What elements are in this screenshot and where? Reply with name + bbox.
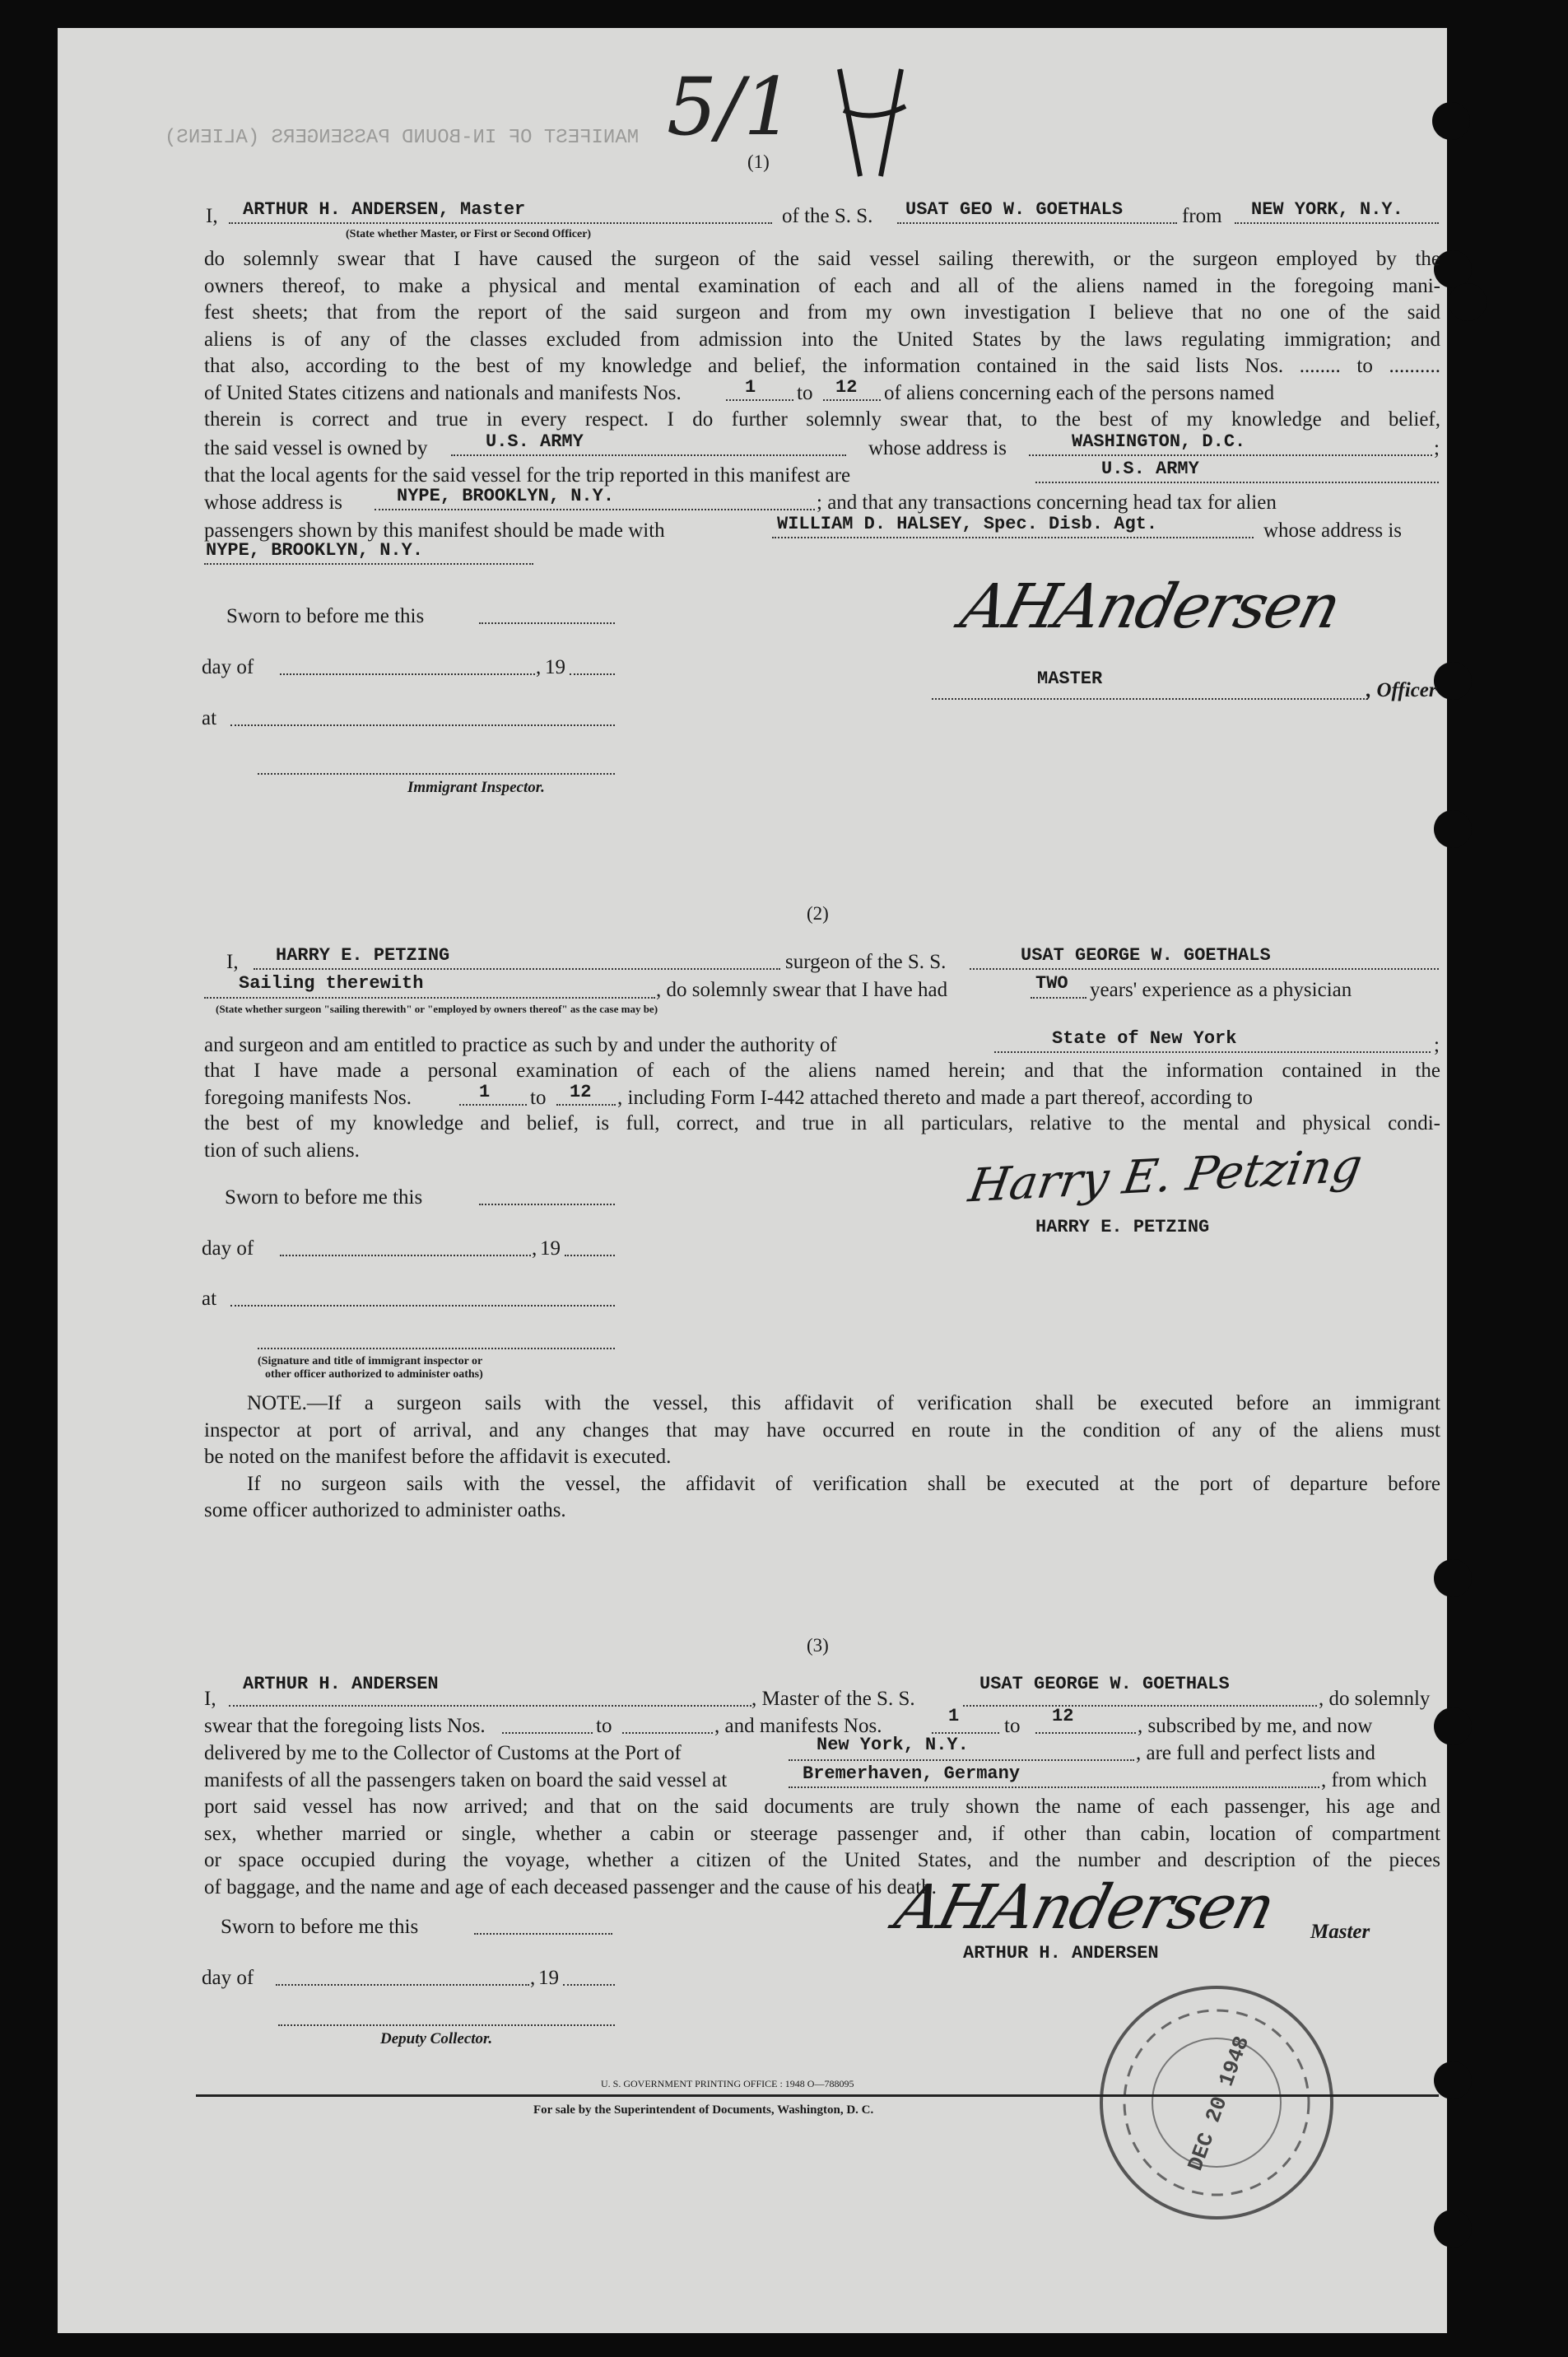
master-line	[229, 222, 772, 224]
nos-to-line	[823, 399, 881, 401]
nos3-from: 1	[948, 1706, 960, 1726]
owner: U.S. ARMY	[486, 431, 584, 452]
years-line	[1031, 997, 1086, 999]
nos3-from-line	[932, 1732, 999, 1734]
bleed-through-header: MANIFEST OF IN-BOUND PASSENGERS (ALIENS)	[165, 127, 640, 149]
day-2-line	[280, 1255, 531, 1256]
punch-hole	[1432, 102, 1470, 140]
vessel-2-line	[970, 968, 1439, 970]
text: at	[202, 707, 217, 729]
years: TWO	[1035, 973, 1068, 994]
day-3-line	[276, 1984, 529, 1986]
lists-from-line	[502, 1732, 593, 1734]
text: day of	[202, 1237, 254, 1260]
agents-address-line	[375, 509, 815, 510]
body-line: that I have made a personal examination of each of the aliens named herein; and that the information contained in the	[204, 1060, 1440, 1082]
authority-line	[994, 1051, 1431, 1053]
agents: U.S. ARMY	[1101, 459, 1199, 479]
body-line: aliens is of any of the classes excluded from admission into the United States by the laws regulating immigration; and	[204, 328, 1440, 351]
document-page	[58, 28, 1447, 2333]
port-from: NEW YORK, N.Y.	[1251, 199, 1403, 220]
text: day of	[202, 1967, 254, 1989]
agents-line	[1035, 482, 1439, 483]
body-line: therein is correct and true in every respect. I do further solemnly swear that, to the best of my knowledge and belief,	[204, 408, 1440, 431]
collector-label: Deputy Collector.	[380, 2030, 493, 2047]
owner-address: WASHINGTON, D.C.	[1072, 431, 1246, 452]
surgeon-line	[254, 968, 780, 970]
body-line: the best of my knowledge and belief, is full, correct, and true in all particulars, relative to the mental and physical condi-	[204, 1112, 1440, 1134]
body-line: fest sheets; that from the report of the said surgeon and from my own investigation I believe that no one of the said	[204, 301, 1440, 324]
master-signature: AHAndersen	[954, 571, 1347, 642]
surgeon-hint: (State whether surgeon "sailing therewith" or "employed by owners thereof" as the case may be)	[216, 1003, 658, 1015]
master-3-typed-name: ARTHUR H. ANDERSEN	[963, 1943, 1159, 1963]
owner-line	[451, 454, 846, 456]
agents-address: NYPE, BROOKLYN, N.Y.	[397, 486, 615, 506]
text: passengers shown by this manifest should be made with	[204, 519, 665, 542]
nos2-to: 12	[570, 1082, 592, 1102]
vessel-3: USAT GEORGE W. GOETHALS	[979, 1674, 1230, 1694]
surgeon-signature: Harry E. Petzing	[965, 1139, 1366, 1213]
section-1-label: (1)	[747, 151, 770, 172]
day-line	[280, 673, 535, 675]
text: ,	[530, 1967, 536, 1989]
punch-hole	[1434, 1559, 1472, 1597]
body-line: port said vessel has now arrived; and that on the said documents are truly shown the name of each passenger, his age and	[204, 1796, 1440, 1818]
text: to	[797, 382, 813, 404]
note-line: inspector at port of arrival, and any changes that may have occurred en route in the condition of any of the aliens must	[204, 1418, 1440, 1442]
officer-label: , Officer	[1366, 679, 1437, 701]
year-2-line	[565, 1255, 615, 1256]
text: to	[530, 1087, 547, 1109]
body-line: sex, whether married or single, whether a cabin or steerage passenger and, if other than cabin, location of compartment	[204, 1822, 1440, 1845]
year-line	[570, 673, 615, 675]
body-line: do solemnly swear that I have caused the surgeon of the said vessel sailing therewith, or the surgeon employed by the	[204, 248, 1440, 270]
head-tax-address-line	[204, 563, 533, 565]
text: ,	[536, 656, 542, 678]
punch-hole	[1434, 810, 1472, 848]
head-tax-address: NYPE, BROOKLYN, N.Y.	[206, 540, 424, 561]
master-3-line	[229, 1705, 751, 1707]
note-line: be noted on the manifest before the affidavit is executed.	[204, 1446, 672, 1468]
body-line: tion of such aliens.	[204, 1139, 360, 1162]
footer-rule	[196, 2094, 1439, 2097]
body-line: of baggage, and the name and age of each deceased passenger and the cause of his death.	[204, 1875, 937, 1898]
punch-hole	[1434, 662, 1472, 700]
text: , do solemnly swear that I have had	[656, 979, 948, 1001]
text: ,	[532, 1237, 537, 1260]
inspector-hint-2: other officer authorized to administer oaths)	[265, 1368, 483, 1381]
nos-from: 1	[745, 377, 756, 398]
master-3-name: ARTHUR H. ANDERSEN	[243, 1674, 439, 1694]
body-line: that also, according to the best of my knowledge and belief, the information contained in the said lists Nos. ........ to ..........	[204, 355, 1440, 377]
master-3-signature: AHAndersen	[888, 1872, 1281, 1943]
section-2-label: (2)	[807, 903, 829, 924]
text: and surgeon and am entitled to practice as such by and under the authority of	[204, 1034, 837, 1056]
handwritten-annotation: 5/1	[667, 61, 794, 153]
text: to	[596, 1715, 612, 1737]
text: 19	[545, 656, 565, 678]
note-line: If no surgeon sails with the vessel, the affidavit of verification shall be executed at the port of departure before	[247, 1472, 1440, 1495]
text: , including Form I-442 attached thereto and made a part thereof, according to	[617, 1087, 1253, 1109]
text: I,	[204, 1688, 216, 1710]
section-3-label: (3)	[807, 1635, 829, 1656]
vessel-name: USAT GEO W. GOETHALS	[905, 199, 1124, 220]
note-line: NOTE.—If a surgeon sails with the vessel, this affidavit of verification shall be executed before an immigrant	[247, 1392, 1440, 1414]
officer-line	[932, 698, 1368, 700]
text: 19	[540, 1237, 561, 1260]
officer-title: MASTER	[1037, 668, 1103, 689]
inspector-label: Immigrant Inspector.	[407, 779, 545, 796]
text: of aliens concerning each of the persons named	[884, 382, 1275, 404]
master-name: ARTHUR H. ANDERSEN, Master	[243, 199, 526, 220]
section-2-line-4	[204, 1058, 1440, 1085]
nos-from-line	[726, 399, 793, 401]
surgeon-typed-name: HARRY E. PETZING	[1035, 1217, 1210, 1237]
punch-hole	[1434, 2210, 1472, 2248]
text: whose address is	[204, 491, 343, 514]
collector-signature-line	[278, 2024, 615, 2026]
sworn-2-line	[479, 1204, 615, 1205]
text: of United States citizens and nationals and manifests Nos.	[204, 382, 682, 404]
inspector-hint-1: (Signature and title of immigrant inspector or	[258, 1355, 483, 1367]
text: ;	[1434, 437, 1440, 459]
master-hint: (State whether Master, or First or Second Officer)	[346, 228, 592, 240]
text: ;	[1434, 1034, 1440, 1056]
text: to	[1004, 1715, 1021, 1737]
text: I,	[226, 951, 239, 973]
sworn-3-line	[474, 1933, 612, 1935]
body-line: owners thereof, to make a physical and mental examination of each and all of the aliens named in the foregoing mani-	[204, 274, 1440, 297]
text: 19	[538, 1967, 559, 1989]
text: , are full and perfect lists and	[1136, 1742, 1375, 1764]
text: manifests of all the passengers taken on board the said vessel at	[204, 1769, 728, 1791]
text: whose address is	[868, 437, 1007, 459]
note-line: some officer authorized to administer oaths.	[204, 1499, 566, 1521]
text: , Master of the S. S.	[751, 1688, 915, 1710]
text: swear that the foregoing lists Nos.	[204, 1715, 486, 1737]
vessel-2: USAT GEORGE W. GOETHALS	[1021, 945, 1271, 966]
text: I,	[206, 205, 218, 227]
sale-line: For sale by the Superintendent of Documents, Washington, D. C.	[533, 2103, 874, 2117]
text: the said vessel is owned by	[204, 437, 428, 459]
nos3-to-line	[1035, 1732, 1136, 1734]
embark-port: Bremerhaven, Germany	[803, 1763, 1021, 1784]
text: that the local agents for the said vessel for the trip reported in this manifest are	[204, 464, 851, 487]
inspector-signature-line	[258, 773, 615, 775]
gpo-line: U. S. GOVERNMENT PRINTING OFFICE : 1948 O—788095	[601, 2078, 854, 2089]
nos3-to: 12	[1052, 1706, 1074, 1726]
surgeon-name: HARRY E. PETZING	[276, 945, 450, 966]
sailing-line	[204, 997, 655, 999]
nos-to: 12	[835, 377, 858, 398]
text: Sworn to before me this	[221, 1916, 419, 1938]
body-line: or space occupied during the voyage, whether a citizen of the United States, and the number and description of the pieces	[204, 1849, 1440, 1871]
year-3-line	[563, 1984, 615, 1986]
at-2-line	[230, 1305, 615, 1307]
vessel-3-line	[963, 1705, 1317, 1707]
text: delivered by me to the Collector of Customs at the Port of	[204, 1742, 682, 1764]
port-line	[1235, 222, 1439, 224]
nos2-from-line	[459, 1104, 527, 1106]
section-1-line-7	[204, 407, 1440, 434]
port-3: New York, N.Y.	[817, 1735, 969, 1755]
sworn-line	[479, 622, 615, 624]
text: at	[202, 1288, 217, 1310]
text: years' experience as a physician	[1090, 979, 1352, 1001]
head-tax-agent: WILLIAM D. HALSEY, Spec. Disb. Agt.	[777, 514, 1158, 534]
sailing: Sailing therewith	[239, 973, 424, 994]
text: whose address is	[1263, 519, 1403, 542]
text: day of	[202, 656, 254, 678]
section-1-body	[204, 246, 1440, 380]
at-line	[230, 724, 615, 726]
text: , from which	[1321, 1769, 1427, 1791]
port-entry-stamp	[1093, 1979, 1340, 2226]
text: Sworn to before me this	[226, 605, 425, 627]
stamp-date: DEC 20 1948	[1183, 2033, 1255, 2174]
nos2-from: 1	[479, 1082, 491, 1102]
note-block	[204, 1390, 1440, 1525]
nos2-to-line	[556, 1104, 616, 1106]
lists-to-line	[622, 1732, 713, 1734]
punch-hole	[1449, 283, 1487, 321]
embark-line	[789, 1786, 1319, 1788]
head-tax-agent-line	[772, 537, 1254, 538]
owner-address-line	[1029, 454, 1432, 456]
text: foregoing manifests Nos.	[204, 1087, 412, 1109]
text: ; and that any transactions concerning head tax for alien	[817, 491, 1277, 514]
text: , subscribed by me, and now	[1138, 1715, 1373, 1737]
authority: State of New York	[1052, 1028, 1237, 1049]
handwritten-mark	[823, 61, 922, 184]
punch-hole	[1434, 2061, 1472, 2099]
vessel-line	[897, 222, 1177, 224]
text: , do solemnly	[1319, 1688, 1431, 1710]
text: from	[1182, 205, 1222, 227]
inspector-2-signature-line	[258, 1348, 615, 1349]
punch-hole	[1434, 1707, 1472, 1745]
text: , and manifests Nos.	[714, 1715, 882, 1737]
text: surgeon of the S. S.	[785, 951, 947, 973]
port-3-line	[789, 1759, 1134, 1761]
master-label: Master	[1310, 1921, 1370, 1943]
text: of the S. S.	[782, 205, 873, 227]
text: Sworn to before me this	[225, 1186, 423, 1209]
